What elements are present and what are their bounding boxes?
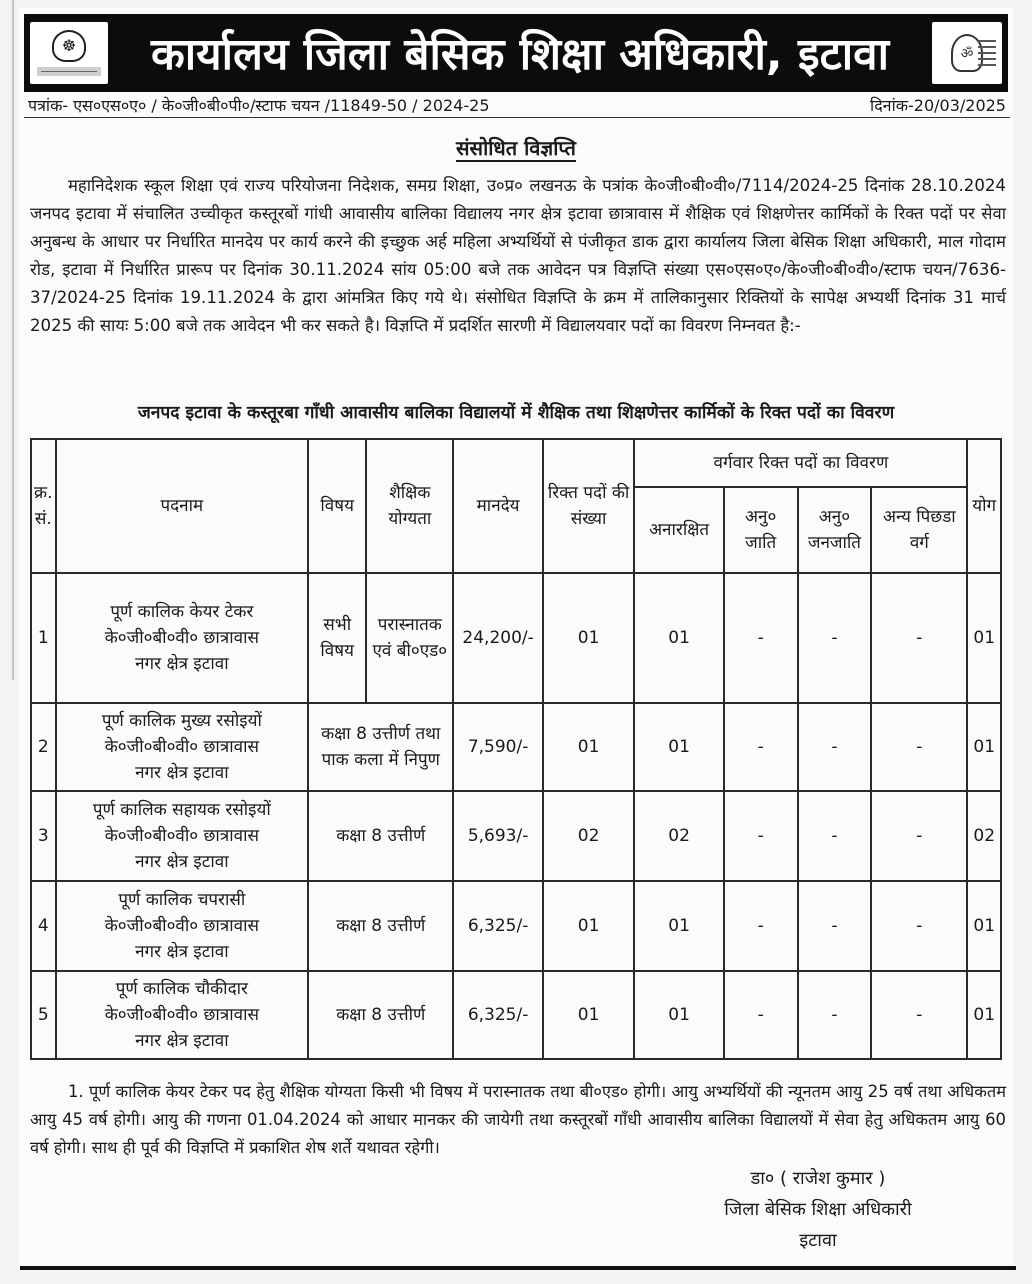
cell-sn: 3 <box>31 791 56 881</box>
cell-total: 01 <box>967 573 1001 703</box>
cell-honorarium: 6,325/- <box>453 971 542 1059</box>
cell-qualification: परास्नातक एवं बी०एड० <box>366 573 453 703</box>
notice-heading-text: संसोधित विज्ञप्ति <box>456 136 576 160</box>
cell-obc: - <box>871 971 967 1059</box>
cell-vacancies: 01 <box>543 971 635 1059</box>
table-row <box>31 881 1001 971</box>
cell-unreserved: 01 <box>634 573 723 703</box>
cell-unreserved: 01 <box>634 971 723 1059</box>
table-row <box>31 971 1001 1059</box>
header-total: योग <box>967 439 1001 573</box>
header-vacancies: रिक्त पदों की संख्या <box>543 439 635 573</box>
cell-st: - <box>798 573 872 703</box>
cell-vacancies: 01 <box>543 573 635 703</box>
cell-total: 01 <box>967 703 1001 791</box>
signatory-name: डा० ( राजेश कुमार ) <box>750 1168 886 1189</box>
vacancy-table <box>30 438 1002 1060</box>
header-qualification: शैक्षिक योग्यता <box>366 439 453 573</box>
cell-total: 01 <box>967 971 1001 1059</box>
cell-post <box>56 703 309 791</box>
up-emblem-icon: ☸ <box>30 22 108 84</box>
shakti-bulb-icon: ॐ <box>932 22 1002 84</box>
signatory-place: इटावा <box>799 1230 837 1251</box>
letter-date: दिनांक-20/03/2025 <box>870 96 1006 115</box>
post-line: पूर्ण कालिक चौकीदार <box>115 979 248 999</box>
cell-st: - <box>798 881 872 971</box>
cell-sc: - <box>724 971 798 1059</box>
cell-honorarium: 24,200/- <box>453 573 542 703</box>
cell-sc: - <box>724 573 798 703</box>
post-line: नगर क्षेत्र इटावा <box>135 852 229 872</box>
cell-obc: - <box>871 703 967 791</box>
header-post: पदनाम <box>56 439 309 573</box>
cell-st: - <box>798 971 872 1059</box>
cell-obc: - <box>871 881 967 971</box>
post-line: पूर्ण कालिक चपरासी <box>118 890 246 910</box>
table-title: जनपद इटावा के कस्तूरबा गाँधी आवासीय बालिका विद्यालयों में शैक्षिक तथा शिक्षणेत्तर कार्मिकों के रिक्त पदों का विवरण <box>137 403 895 423</box>
header-st: अनु० जनजाति <box>798 487 872 573</box>
cell-post <box>56 881 309 971</box>
post-line: नगर क्षेत्र इटावा <box>135 654 229 674</box>
cell-vacancies: 01 <box>543 881 635 971</box>
signatory-designation: जिला बेसिक शिक्षा अधिकारी <box>724 1199 912 1220</box>
post-line: नगर क्षेत्र इटावा <box>135 942 229 962</box>
header-unreserved: अनारक्षित <box>634 487 723 573</box>
post-line: पूर्ण कालिक केयर टेकर <box>110 602 254 622</box>
cell-qualification: कक्षा 8 उत्तीर्ण <box>308 971 453 1059</box>
cell-unreserved: 02 <box>634 791 723 881</box>
cell-qualification: कक्षा 8 उत्तीर्ण <box>308 881 453 971</box>
cell-honorarium: 5,693/- <box>453 791 542 881</box>
cell-vacancies: 02 <box>543 791 635 881</box>
cell-unreserved: 01 <box>634 881 723 971</box>
notice-heading <box>18 134 1014 161</box>
cell-post <box>56 791 309 881</box>
cell-qualification: कक्षा 8 उत्तीर्ण <box>308 791 453 881</box>
post-line: के०जी०बी०वी० छात्रावास <box>104 1005 259 1025</box>
header-sc: अनु० जाति <box>724 487 798 573</box>
header-subject: विषय <box>308 439 366 573</box>
cell-obc: - <box>871 791 967 881</box>
cell-sn: 2 <box>31 703 56 791</box>
cell-obc: - <box>871 573 967 703</box>
post-line: के०जी०बी०वी० छात्रावास <box>104 737 259 757</box>
intro-paragraph: महानिदेशक स्कूल शिक्षा एवं राज्य परियोजना निदेशक, समग्र शिक्षा, उ०प्र० लखनऊ के पत्रांक के०जी०बी०वी०/7114/2024-25 दिनांक 28.10.2024 जनपद इटावा में संचालित उच्चीकृत कस्तूरबों गांधी आवासीय बालिका विद्यालय नगर क्षेत्र इटावा छात्रावास में शैक्षिक एवं शिक्षणेत्तर कार्मिकों के रिक्त पदों पर सेवा अनुबन्ध के आधार पर निर्धारित मानदेय पर कार्य करने की इच्छुक अर्ह महिला अभ्यर्थियों से पंजीकृत डाक द्वारा कार्यालय जिला बेसिक शिक्षा अधिकारी, माल गोदाम रोड, इटावा में निर्धारित प्रारूप पर दिनांक 30.11.2024 सांय 05:00 बजे तक आवेदन पत्र विज्ञप्ति संख्या एस०एस०ए०/के०जी०बी०वी०/स्टाफ चयन/7636-37/2024-25 दिनांक 19.11.2024 के द्वारा आंमत्रित किए गये थे। संसोधित विज्ञप्ति के क्रम में तालिकानुसार रिक्तियों के सापेक्ष अभ्यर्थी दिनांक 31 मार्च 2025 की सायः 5:00 बजे तक आवेदन भी कर सकते है। विज्ञप्ति में प्रदर्शित सारणी में विद्यालयवार पदों का विवरण निम्नवत है:- <box>30 176 1006 335</box>
cell-st: - <box>798 791 872 881</box>
scan-edge-line <box>0 0 14 680</box>
cell-subject: सभी विषय <box>308 573 366 703</box>
cell-vacancies: 01 <box>543 703 635 791</box>
cell-unreserved: 01 <box>634 703 723 791</box>
header-obc: अन्य पिछडा वर्ग <box>871 487 967 573</box>
cell-post <box>56 573 309 703</box>
post-line: नगर क्षेत्र इटावा <box>135 1031 229 1051</box>
cell-qualification: कक्षा 8 उत्तीर्ण तथा पाक कला में निपुण <box>308 703 453 791</box>
cell-st: - <box>798 703 872 791</box>
table-row <box>31 573 1001 703</box>
cell-honorarium: 6,325/- <box>453 881 542 971</box>
header-honorarium: मानदेय <box>453 439 542 573</box>
note-paragraph: 1. पूर्ण कालिक केयर टेकर पद हेतु शैक्षिक योग्यता किसी भी विषय में परास्नातक तथा बी०एड० होगी। आयु अभ्यर्थियों की न्यूनतम आयु 25 वर्ष तथा अधिकतम आयु 45 वर्ष होगी। आयु की गणना 01.04.2024 को आधार मानकर की जायेगी तथा कस्तूरबों गाँधी आवासीय बालिका विद्यालयों में सेवा हेतु अधिकतम आयु 60 वर्ष होगी। साथ ही पूर्व की विज्ञप्ति में प्रकाशित शेष शर्ते यथावत रहेगी। <box>30 1082 1006 1157</box>
cell-sn: 5 <box>31 971 56 1059</box>
letter-number: पत्रांक- एस०एस०ए० / के०जी०बी०पी०/स्टाफ चयन /11849-50 / 2024-25 <box>28 96 490 115</box>
notice-page <box>18 8 1014 1266</box>
cell-sc: - <box>724 881 798 971</box>
header-sn: क्र. सं. <box>31 439 56 573</box>
reference-line <box>28 94 1006 116</box>
table-header-row <box>31 439 1001 487</box>
post-line: के०जी०बी०वी० छात्रावास <box>104 628 259 648</box>
page-bottom-rule <box>20 1266 1016 1284</box>
post-line: के०जी०बी०वी० छात्रावास <box>104 916 259 936</box>
header-category-group: वर्गवार रिक्त पदों का विवरण <box>634 439 967 487</box>
table-row <box>31 703 1001 791</box>
post-line: पूर्ण कालिक मुख्य रसोइयों <box>101 711 262 731</box>
post-line: पूर्ण कालिक सहायक रसोइयों <box>92 800 271 820</box>
cell-total: 02 <box>967 791 1001 881</box>
post-line: के०जी०बी०वी० छात्रावास <box>104 826 259 846</box>
cell-sc: - <box>724 703 798 791</box>
cell-sc: - <box>724 791 798 881</box>
cell-sn: 1 <box>31 573 56 703</box>
office-title: कार्यालय जिला बेसिक शिक्षा अधिकारी, इटावा <box>150 29 890 80</box>
cell-total: 01 <box>967 881 1001 971</box>
office-header-banner <box>24 14 1008 92</box>
cell-honorarium: 7,590/- <box>453 703 542 791</box>
table-row <box>31 791 1001 881</box>
cell-post <box>56 971 309 1059</box>
cell-sn: 4 <box>31 881 56 971</box>
post-line: नगर क्षेत्र इटावा <box>135 763 229 783</box>
